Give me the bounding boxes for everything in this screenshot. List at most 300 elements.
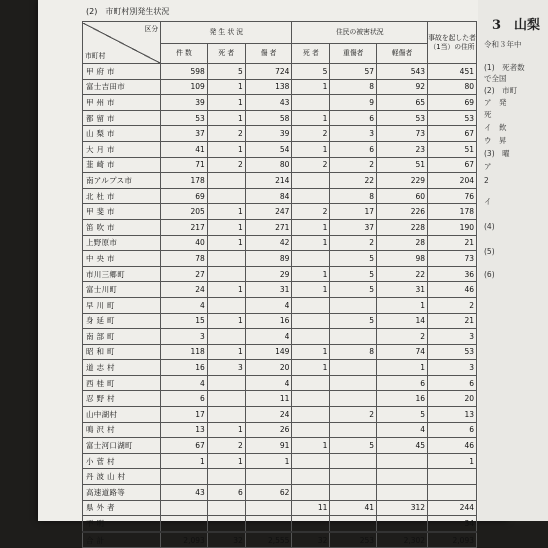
accident-person-header: 事故を起した者（1当）の住所 [428, 22, 477, 64]
offender-cell: 6 [428, 375, 477, 391]
deaths-cell: 1 [207, 95, 245, 111]
offender-cell: 1 [428, 453, 477, 469]
cases-cell [161, 469, 208, 485]
rdeaths-cell [292, 188, 330, 204]
municipality-cell: 大 月 市 [83, 141, 161, 157]
serious-cell: 41 [330, 500, 377, 516]
seriously-injured-header: 重傷者 [330, 44, 377, 64]
minor-cell: 1 [377, 297, 428, 313]
minor-cell: 4 [377, 422, 428, 438]
cases-cell: 178 [161, 173, 208, 189]
table-row [83, 188, 477, 204]
minor-cell: 92 [377, 79, 428, 95]
deaths-cell [207, 516, 245, 532]
municipality-cell: 南 部 町 [83, 329, 161, 345]
table-body [83, 64, 477, 548]
municipality-cell: 上野原市 [83, 235, 161, 251]
total-row [83, 532, 477, 548]
minor-cell: 22 [377, 266, 428, 282]
injured-cell: 11 [245, 391, 292, 407]
municipality-cell: 昭 和 町 [83, 344, 161, 360]
table-row [83, 204, 477, 220]
municipality-cell: 南アルプス市 [83, 173, 161, 189]
deaths-cell: 1 [207, 344, 245, 360]
table-row [83, 360, 477, 376]
deaths-cell: 1 [207, 422, 245, 438]
injured-cell: 214 [245, 173, 292, 189]
table-row [83, 79, 477, 95]
serious-cell: 9 [330, 95, 377, 111]
offender-cell: 3 [428, 329, 477, 345]
table-row [83, 173, 477, 189]
cases-cell: 1 [161, 453, 208, 469]
deaths-cell: 6 [207, 485, 245, 501]
rdeaths-cell: 1 [292, 282, 330, 298]
offender-cell: 69 [428, 95, 477, 111]
table-caption: (2) 市町村別発生状況 [86, 7, 170, 16]
offender-cell: 20 [428, 391, 477, 407]
minor-cell [377, 469, 428, 485]
table-row [83, 469, 477, 485]
municipality-cell: 身 延 町 [83, 313, 161, 329]
municipality-cell: 富士河口湖町 [83, 438, 161, 454]
minor-cell: 51 [377, 157, 428, 173]
municipality-cell: 県 外 者 [83, 500, 161, 516]
serious-cell: 8 [330, 344, 377, 360]
right-page-line: (6) [484, 270, 495, 279]
municipality-cell: 甲 斐 市 [83, 204, 161, 220]
diagonal-header-cell [83, 22, 161, 64]
table-row [83, 453, 477, 469]
cases-cell: 78 [161, 251, 208, 267]
offender-cell: 36 [428, 266, 477, 282]
municipality-cell: 市川三郷町 [83, 266, 161, 282]
municipality-cell: 甲 州 市 [83, 95, 161, 111]
table-row [83, 391, 477, 407]
minor-cell: 5 [377, 407, 428, 423]
minor-cell: 1 [377, 360, 428, 376]
right-page [478, 0, 548, 521]
municipality-cell: 高速道路等 [83, 485, 161, 501]
offender-cell: 13 [428, 407, 477, 423]
rdeaths-cell: 1 [292, 79, 330, 95]
right-page-line: イ [484, 197, 492, 206]
table-row [83, 64, 477, 80]
damage-header: 住民の被害状況 [292, 22, 428, 44]
injured-cell: 58 [245, 110, 292, 126]
table-row [83, 313, 477, 329]
table-row [83, 297, 477, 313]
rdeaths-cell: 1 [292, 219, 330, 235]
table-row [83, 219, 477, 235]
table-row [83, 235, 477, 251]
injured-cell: 54 [245, 141, 292, 157]
serious-cell [330, 469, 377, 485]
table-row [83, 329, 477, 345]
serious-cell: 253 [330, 532, 377, 548]
municipality-cell: 中 央 市 [83, 251, 161, 267]
cases-cell: 15 [161, 313, 208, 329]
municipality-cell: 小 菅 村 [83, 453, 161, 469]
serious-cell: 5 [330, 282, 377, 298]
injured-cell: 4 [245, 329, 292, 345]
injured-cell: 247 [245, 204, 292, 220]
serious-cell: 2 [330, 157, 377, 173]
table-row [83, 110, 477, 126]
municipality-cell: 富士吉田市 [83, 79, 161, 95]
offender-cell: 76 [428, 188, 477, 204]
serious-cell [330, 391, 377, 407]
injured-cell: 91 [245, 438, 292, 454]
offender-cell: 21 [428, 235, 477, 251]
deaths-cell: 1 [207, 204, 245, 220]
table-row [83, 95, 477, 111]
table-row [83, 438, 477, 454]
serious-cell: 2 [330, 235, 377, 251]
injured-cell: 43 [245, 95, 292, 111]
minor-cell: 23 [377, 141, 428, 157]
serious-cell [330, 329, 377, 345]
cases-cell: 40 [161, 235, 208, 251]
cases-cell: 6 [161, 391, 208, 407]
cases-cell: 67 [161, 438, 208, 454]
serious-cell [330, 453, 377, 469]
offender-cell: 190 [428, 219, 477, 235]
offender-cell: 2 [428, 297, 477, 313]
municipality-cell: 笛 吹 市 [83, 219, 161, 235]
right-page-line: 令和３年中 [484, 40, 522, 49]
rdeaths-cell [292, 422, 330, 438]
minor-cell: 312 [377, 500, 428, 516]
offender-cell: 2,093 [428, 532, 477, 548]
serious-cell: 37 [330, 219, 377, 235]
table-row [83, 126, 477, 142]
serious-cell: 2 [330, 407, 377, 423]
minor-cell [377, 485, 428, 501]
minor-cell: 74 [377, 344, 428, 360]
municipality-label: 市町村 [85, 51, 106, 60]
municipality-cell: 鳴 沢 村 [83, 422, 161, 438]
table-row [83, 141, 477, 157]
deaths-cell [207, 173, 245, 189]
cases-cell: 43 [161, 485, 208, 501]
municipality-cell: 忍 野 村 [83, 391, 161, 407]
injured-cell: 26 [245, 422, 292, 438]
injured-cell: 2,555 [245, 532, 292, 548]
table-row [83, 516, 477, 532]
injured-cell: 724 [245, 64, 292, 80]
offender-cell: 67 [428, 126, 477, 142]
cases-cell: 39 [161, 95, 208, 111]
serious-cell: 6 [330, 141, 377, 157]
injured-cell: 271 [245, 219, 292, 235]
injured-cell: 80 [245, 157, 292, 173]
municipality-cell: 西 桂 町 [83, 375, 161, 391]
rdeaths-cell [292, 329, 330, 345]
municipality-cell: 早 川 町 [83, 297, 161, 313]
minor-cell: 31 [377, 282, 428, 298]
minor-cell: 16 [377, 391, 428, 407]
injured-cell: 16 [245, 313, 292, 329]
deaths-cell [207, 251, 245, 267]
deaths-cell: 2 [207, 438, 245, 454]
table-row [83, 282, 477, 298]
minor-cell: 14 [377, 313, 428, 329]
table-row [83, 157, 477, 173]
deaths-cell: 2 [207, 157, 245, 173]
cases-cell: 53 [161, 110, 208, 126]
offender-cell: 53 [428, 344, 477, 360]
cases-cell [161, 500, 208, 516]
serious-cell [330, 375, 377, 391]
deaths-cell: 1 [207, 313, 245, 329]
municipality-cell: 山 梨 市 [83, 126, 161, 142]
right-page-line: で全国 [484, 74, 507, 83]
minor-cell [377, 516, 428, 532]
deaths-cell [207, 407, 245, 423]
rdeaths-cell [292, 313, 330, 329]
minor-cell: 45 [377, 438, 428, 454]
rdeaths-cell [292, 391, 330, 407]
rdeaths-cell: 1 [292, 266, 330, 282]
rdeaths-cell: 11 [292, 500, 330, 516]
rdeaths-cell [292, 173, 330, 189]
cases-cell: 27 [161, 266, 208, 282]
rdeaths-cell: 2 [292, 126, 330, 142]
deaths-cell: 3 [207, 360, 245, 376]
rdeaths-cell: 2 [292, 204, 330, 220]
deaths-cell: 1 [207, 141, 245, 157]
injured-cell: 39 [245, 126, 292, 142]
injured-cell: 42 [245, 235, 292, 251]
cases-cell: 3 [161, 329, 208, 345]
minor-cell: 2,302 [377, 532, 428, 548]
rdeaths-cell [292, 407, 330, 423]
deaths-cell [207, 297, 245, 313]
right-page-line: (2) 市町 [484, 86, 518, 95]
table-row [83, 344, 477, 360]
injured-cell [245, 500, 292, 516]
offender-cell: 34 [428, 516, 477, 532]
right-page-line: (5) [484, 247, 495, 256]
deaths-cell: 1 [207, 282, 245, 298]
deaths-cell [207, 469, 245, 485]
serious-cell: 8 [330, 188, 377, 204]
minor-cell: 28 [377, 235, 428, 251]
serious-cell: 5 [330, 313, 377, 329]
occurrence-header: 発 生 状 況 [161, 22, 292, 44]
minor-cell: 98 [377, 251, 428, 267]
deaths-cell [207, 266, 245, 282]
minor-cell: 60 [377, 188, 428, 204]
serious-cell [330, 485, 377, 501]
municipality-cell: 韮 崎 市 [83, 157, 161, 173]
minor-cell [377, 453, 428, 469]
offender-cell: 53 [428, 110, 477, 126]
minor-cell: 2 [377, 329, 428, 345]
municipality-cell: 北 杜 市 [83, 188, 161, 204]
table-row [83, 375, 477, 391]
minor-cell: 229 [377, 173, 428, 189]
municipality-table [82, 21, 477, 548]
injured-cell: 24 [245, 407, 292, 423]
injured-cell: 149 [245, 344, 292, 360]
offender-cell: 46 [428, 438, 477, 454]
municipality-cell: 都 留 市 [83, 110, 161, 126]
minor-cell: 73 [377, 126, 428, 142]
offender-cell: 204 [428, 173, 477, 189]
resident-deaths-header: 死 者 [292, 44, 330, 64]
rdeaths-cell: 1 [292, 344, 330, 360]
rdeaths-cell [292, 95, 330, 111]
offender-cell: 46 [428, 282, 477, 298]
cases-cell: 24 [161, 282, 208, 298]
rdeaths-cell [292, 516, 330, 532]
right-page-line: ア 発 [484, 98, 507, 107]
municipality-cell: 山中湖村 [83, 407, 161, 423]
table-row [83, 407, 477, 423]
rdeaths-cell [292, 453, 330, 469]
serious-cell: 3 [330, 126, 377, 142]
category-label: 区分 [144, 24, 159, 33]
municipality-cell: 合 計 [83, 532, 161, 548]
table-row [83, 485, 477, 501]
cases-cell: 13 [161, 422, 208, 438]
minor-cell: 6 [377, 375, 428, 391]
cases-cell: 41 [161, 141, 208, 157]
offender-cell [428, 485, 477, 501]
minor-cell: 228 [377, 219, 428, 235]
serious-cell [330, 360, 377, 376]
cases-cell: 69 [161, 188, 208, 204]
cases-header: 件 数 [161, 44, 208, 64]
injured-cell: 20 [245, 360, 292, 376]
offender-cell: 73 [428, 251, 477, 267]
injured-cell: 84 [245, 188, 292, 204]
deaths-cell: 1 [207, 235, 245, 251]
right-page-line: イ 飲 [484, 123, 507, 132]
offender-cell: 51 [428, 141, 477, 157]
rdeaths-cell: 1 [292, 235, 330, 251]
right-page-line: ウ 昇 [484, 136, 507, 145]
cases-cell: 217 [161, 219, 208, 235]
offender-cell: 178 [428, 204, 477, 220]
injured-cell [245, 516, 292, 532]
offender-cell: 244 [428, 500, 477, 516]
injured-cell: 4 [245, 297, 292, 313]
rdeaths-cell: 5 [292, 64, 330, 80]
deaths-cell [207, 375, 245, 391]
serious-cell: 57 [330, 64, 377, 80]
offender-cell: 80 [428, 79, 477, 95]
serious-cell [330, 297, 377, 313]
injured-cell [245, 469, 292, 485]
injured-cell: 1 [245, 453, 292, 469]
deaths-cell: 32 [207, 532, 245, 548]
cases-cell: 598 [161, 64, 208, 80]
deaths-cell: 1 [207, 110, 245, 126]
rdeaths-cell: 1 [292, 110, 330, 126]
rdeaths-cell [292, 251, 330, 267]
right-page-line: (1) 死者数 [484, 63, 525, 72]
injured-cell: 31 [245, 282, 292, 298]
right-page-line: 2 [484, 176, 489, 185]
injured-cell: 138 [245, 79, 292, 95]
serious-cell [330, 516, 377, 532]
minor-injured-header: 軽傷者 [377, 44, 428, 64]
injured-header: 傷 者 [245, 44, 292, 64]
offender-cell: 6 [428, 422, 477, 438]
minor-cell: 65 [377, 95, 428, 111]
cases-cell: 37 [161, 126, 208, 142]
serious-cell: 8 [330, 79, 377, 95]
municipality-cell: 不 明 [83, 516, 161, 532]
injured-cell: 4 [245, 375, 292, 391]
injured-cell: 89 [245, 251, 292, 267]
rdeaths-cell: 1 [292, 438, 330, 454]
rdeaths-cell: 1 [292, 360, 330, 376]
deaths-cell: 1 [207, 453, 245, 469]
cases-cell: 71 [161, 157, 208, 173]
left-page [38, 0, 508, 545]
rdeaths-cell [292, 375, 330, 391]
rdeaths-cell: 2 [292, 157, 330, 173]
cases-cell: 2,093 [161, 532, 208, 548]
right-page-line: (3) 曜 [484, 149, 510, 158]
municipality-cell: 丹 波 山 村 [83, 469, 161, 485]
serious-cell: 5 [330, 266, 377, 282]
offender-cell: 451 [428, 64, 477, 80]
right-page-line: (4) [484, 222, 495, 231]
rdeaths-cell: 32 [292, 532, 330, 548]
table-row [83, 422, 477, 438]
serious-cell: 5 [330, 438, 377, 454]
deaths-cell: 1 [207, 79, 245, 95]
offender-cell: 3 [428, 360, 477, 376]
rdeaths-cell [292, 297, 330, 313]
cases-cell: 205 [161, 204, 208, 220]
deaths-cell: 1 [207, 219, 245, 235]
rdeaths-cell: 1 [292, 141, 330, 157]
cases-cell: 16 [161, 360, 208, 376]
deaths-header: 死 者 [207, 44, 245, 64]
table-row [83, 251, 477, 267]
serious-cell: 17 [330, 204, 377, 220]
rdeaths-cell [292, 485, 330, 501]
deaths-cell [207, 188, 245, 204]
municipality-cell: 道 志 村 [83, 360, 161, 376]
deaths-cell [207, 391, 245, 407]
right-page-line: 死 [484, 110, 492, 119]
cases-cell: 118 [161, 344, 208, 360]
table-row [83, 500, 477, 516]
municipality-cell: 甲 府 市 [83, 64, 161, 80]
right-page-title: 3 山梨 [492, 18, 541, 33]
deaths-cell [207, 329, 245, 345]
minor-cell: 53 [377, 110, 428, 126]
serious-cell: 5 [330, 251, 377, 267]
offender-cell [428, 469, 477, 485]
deaths-cell: 2 [207, 126, 245, 142]
serious-cell: 6 [330, 110, 377, 126]
cases-cell: 17 [161, 407, 208, 423]
deaths-cell [207, 500, 245, 516]
municipality-cell: 富士川町 [83, 282, 161, 298]
cases-cell [161, 516, 208, 532]
serious-cell: 22 [330, 173, 377, 189]
cases-cell: 109 [161, 79, 208, 95]
table-row [83, 266, 477, 282]
